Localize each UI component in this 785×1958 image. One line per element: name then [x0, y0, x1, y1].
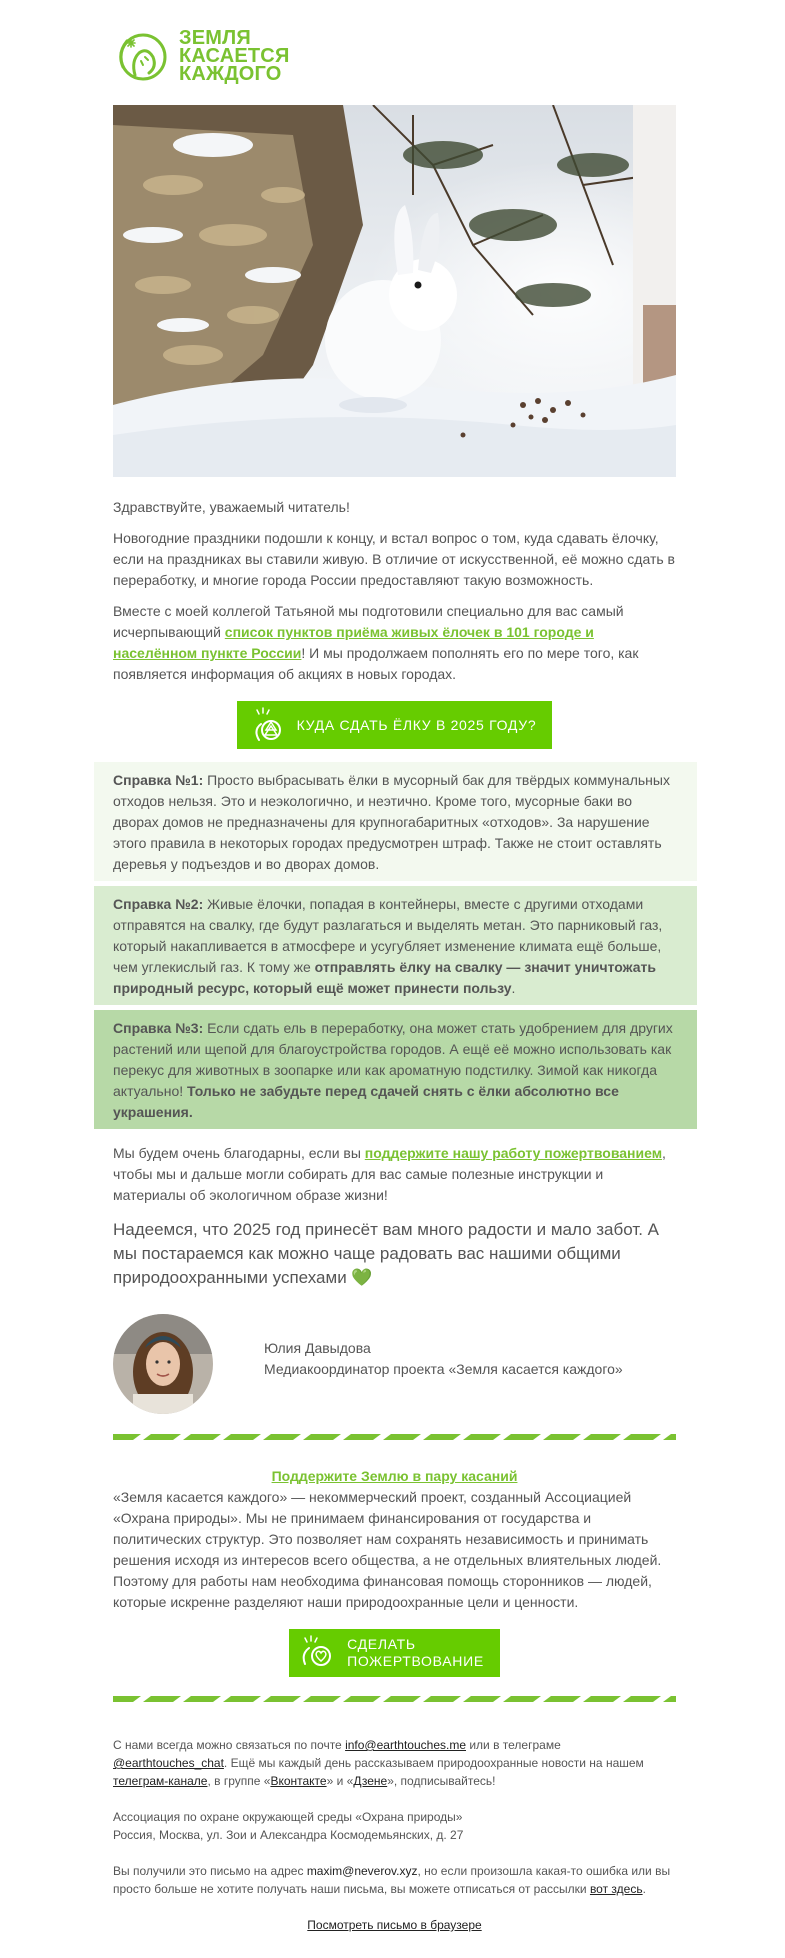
- brand-line-1: ЗЕМЛЯ: [179, 26, 251, 49]
- where-to-give-tree-button[interactable]: [237, 701, 553, 749]
- signature-text: [264, 1338, 623, 1380]
- org-name: Ассоциация по охране окружающей среды «Охрана природы»: [113, 1810, 463, 1824]
- dzen-link[interactable]: Дзене: [353, 1774, 388, 1788]
- make-donation-label: СДЕЛАТЬ ПОЖЕРТВОВАНИЕ: [347, 1636, 484, 1669]
- reference-3: Справка №3: Если сдать ель в переработку, она может стать удобрением для других растений или щепой для благоустройства городов. А ещё её можно использовать как перекус для животных в зоопарке или как ароматную подстилку. Зимой как никогда актуально! Только не забудьте перед сдачей снять с ёлки абсолютно все украшения.: [94, 1010, 697, 1129]
- closing-text: Надеемся, что 2025 год принесёт вам много радости и мало забот. А мы постараемся как можно чаще радовать вас нашими общими природоохранными успехами 💚: [113, 1220, 660, 1287]
- brand-name: [179, 26, 290, 85]
- telegram-chat-link[interactable]: @earthtouches_chat: [113, 1756, 224, 1770]
- green-heart-emoji: 💚: [351, 1268, 373, 1287]
- footer-contacts: С нами всегда можно связаться по почте info@earthtouches.me или в телеграме @earthtouches_chat. Ещё мы каждый день рассказываем природоохранные новости на нашем телеграм-канале, в группе «Вконтакте» и «Дзене», подписывайтесь!: [113, 1738, 644, 1788]
- author-avatar: [113, 1314, 213, 1414]
- telegram-channel-link[interactable]: телеграм-канале: [113, 1774, 208, 1788]
- support-text: «Земля касается каждого» — некоммерческий проект, созданный Ассоциацией «Охрана природы». Мы не принимаем финансирования от государства и политических структур. Это позволяет нам сохранять независимость и принимать решения исходя из интересов всего общества, а не отдельных влиятельных людей. Поэтому для работы нам необходима финансовая помощь сторонников — людей, которые искренне разделяют наши природоохранные цели и ценности.: [113, 1489, 662, 1610]
- make-donation-button[interactable]: [289, 1629, 500, 1677]
- donate-note: Мы будем очень благодарны, если вы поддержите нашу работу пожертвованием, чтобы мы и дальше могли собирать для вас самые полезные инструкции и материалы об экологичном образе жизни!: [113, 1145, 666, 1203]
- donate-link[interactable]: поддержите нашу работу пожертвованием: [364, 1145, 663, 1161]
- signature: [113, 1312, 676, 1416]
- recipient-email: maxim@neverov.xyz: [306, 1864, 418, 1878]
- view-in-browser-link[interactable]: Посмотреть письмо в браузере: [307, 1918, 482, 1932]
- footer-address: [113, 1808, 676, 1844]
- greeting: Здравствуйте, уважаемый читатель!: [113, 499, 350, 515]
- reference-2: Справка №2: Живые ёлочки, попадая в контейнеры, вместе с другими отходами отправятся на свалку, где будут разлагаться и выделять метан. Это парниковый газ, который накапливается в атмосфере и усугубляет изменение климата ещё больше, чем углекислый газ. К тому же отправлять ёлку на свалку — значит уничтожать природный ресурс, который ещё может принести пользу.: [94, 886, 697, 1005]
- author-role: Медиакоординатор проекта «Земля касается каждого»: [264, 1361, 623, 1377]
- striped-divider-bottom: [113, 1696, 676, 1702]
- footer: [113, 1736, 676, 1934]
- striped-divider: [113, 1434, 676, 1440]
- hand-heart-icon: [299, 1634, 337, 1672]
- footer-unsubscribe: Вы получили это письмо на адрес maxim@neverov.xyz, но если произошла какая-то ошибка или вы просто больше не хотите получать наши письма, вы можете отписаться от рассылки вот здесь.: [113, 1864, 671, 1896]
- reference-1: Справка №1: Просто выбрасывать ёлки в мусорный бак для твёрдых коммунальных отходов нельзя. Это и неэкологично, и неэтично. Кроме того, мусорные баки во дворах домов не предназначены для крупногабаритных «отходов». За нарушение этого правила в некоторых городах предусмотрен штраф. Также не стоит оставлять деревья у подъездов и во дворах домов.: [94, 762, 697, 881]
- cta-wrapper: [113, 701, 676, 750]
- tree-points-list-link[interactable]: список пунктов приёма живых ёлочек в 101 городе и населённом пункте России: [113, 624, 594, 661]
- org-address: Россия, Москва, ул. Зои и Александра Космодемьянских, д. 27: [113, 1828, 464, 1842]
- email-link[interactable]: info@earthtouches.me: [345, 1738, 466, 1752]
- email-container: [113, 0, 676, 750]
- hand-tree-icon: [249, 706, 287, 744]
- support-title-link[interactable]: Поддержите Землю в пару касаний: [271, 1468, 518, 1484]
- browser-view: [113, 1916, 676, 1934]
- logo[interactable]: [113, 0, 676, 105]
- donate-cta-wrapper: [113, 1629, 676, 1678]
- unsubscribe-link[interactable]: вот здесь: [589, 1882, 643, 1896]
- brand-line-2: КАСАЕТСЯ: [179, 44, 290, 67]
- support-title: [113, 1466, 676, 1487]
- vk-link[interactable]: Вконтакте: [270, 1774, 327, 1788]
- author-name: Юлия Давыдова: [264, 1340, 371, 1356]
- hero-image: [113, 105, 676, 477]
- brand-line-3: КАЖДОГО: [179, 62, 282, 85]
- earth-hand-logo-icon: [113, 27, 171, 85]
- intro-paragraph-1: Новогодние праздники подошли к концу, и встал вопрос о том, куда сдавать ёлочку, если на праздниках вы ставили живую. В отличие от искусственной, её можно сдать в переработку, и многие города России предоставляют такую возможность.: [113, 530, 675, 588]
- where-to-give-tree-label: КУДА СДАТЬ ЁЛКУ В 2025 ГОДУ?: [296, 716, 537, 733]
- intro-paragraph-2: Вместе с моей коллегой Татьяной мы подготовили специально для вас самый исчерпывающий список пунктов приёма живых ёлочек в 101 городе и населённом пункте России! И мы продолжаем пополнять его по мере того, как появляется информация об акциях в новых городах.: [113, 603, 639, 682]
